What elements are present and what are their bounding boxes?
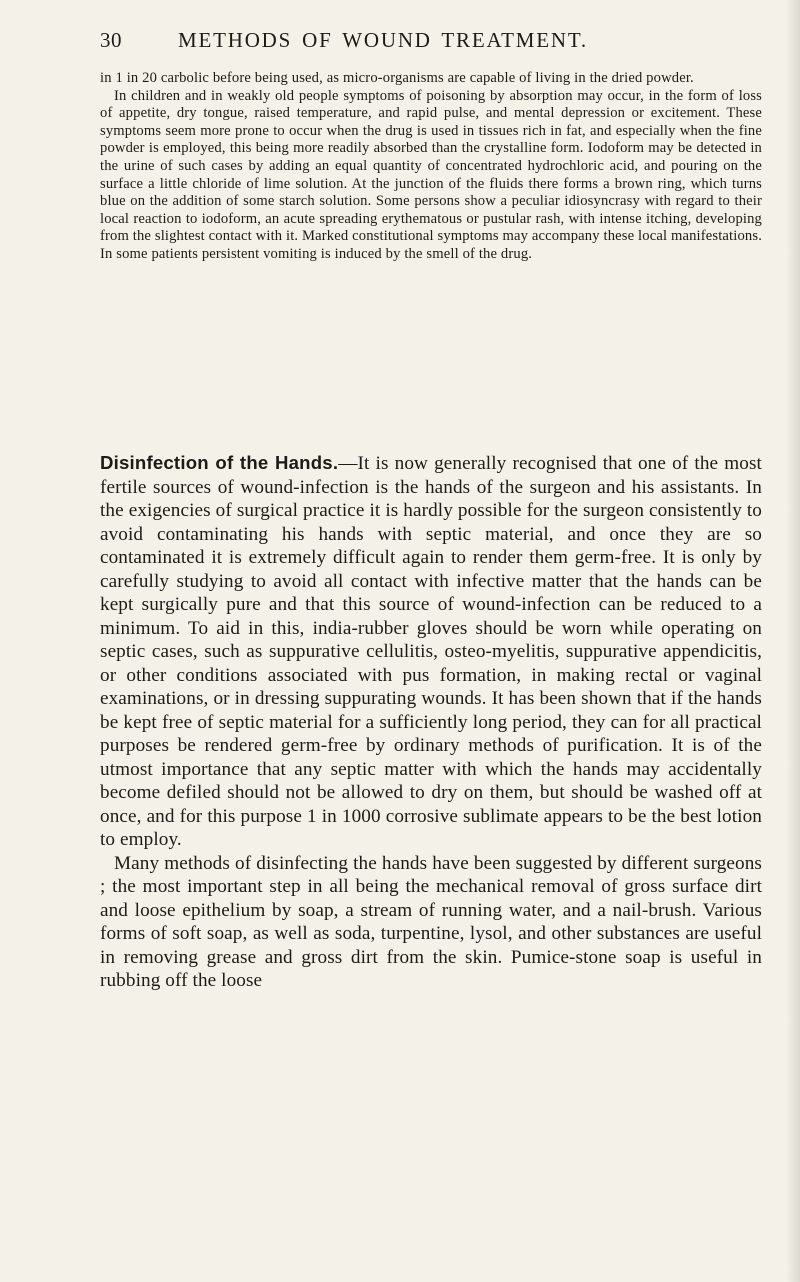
disinfection-paragraph-2: Many methods of disinfecting the hands have been suggested by different surgeons ; the most important step in all being the mechanical removal of gross surface dirt and loose epithelium by soap, a stream of running water, and a nail-brush. Various forms of soft soap, as well as soda, turpentine, lysol, and other substances are useful in removing grease and gross dirt from the skin. Pumice-stone soap is useful in rubbing off the loose <box>100 852 762 991</box>
disinfection-paragraph-1 <box>100 451 762 852</box>
disinfection-of-hands-section <box>100 451 762 993</box>
iodoform-paragraph-1: in 1 in 20 carbolic before being used, as micro-organisms are capable of living in the dried powder. <box>100 70 694 86</box>
page-number: 30 <box>100 28 122 52</box>
iodoform-continuation <box>100 70 762 264</box>
page-edge-shadow <box>786 0 800 1282</box>
disinfection-paragraph-1-text: —It is now generally recognised that one of the most fertile sources of wound-infection is the hands of the surgeon and his assistants. In the exigencies of surgical practice it is hardly possible for the surgeon consistently to avoid contaminating his hands with septic material, and once they are so contaminated it is extremely difficult again to render them germ-free. It is only by carefully studying to avoid all contact with infective matter that the hands can be kept surgically pure and that this source of wound-infection can be reduced to a minimum. To aid in this, india-rubber gloves should be worn while operating on septic cases, such as suppurative cellulitis, osteo-myelitis, suppurative appendicitis, or other conditions associated with pus formation, in making rectal or vaginal examinations, or in dressing suppurating wounds. It has been shown that if the hands be kept free of septic material for a sufficiently long period, they can for all practical purposes be rendered germ-free by ordinary methods of purification. It is of the utmost importance that any septic matter with which the hands may accidentally become defiled should not be allowed to dry on them, but should be washed off at once, and for this purpose 1 in 1000 corrosive sublimate appears to be the best lotion to employ. <box>100 453 762 850</box>
running-head <box>100 28 760 58</box>
section-heading: Disinfection of the Hands. <box>100 452 339 473</box>
running-head-title: METHODS OF WOUND TREATMENT. <box>178 28 588 52</box>
iodoform-paragraph-2: In children and in weakly old people symptoms of poisoning by absorption may occur, in the form of loss of appetite, dry tongue, raised temperature, and rapid pulse, and mental depression or excitement. These symptoms seem more prone to occur when the drug is used in tissues rich in fat, and especially when the fine powder is employed, this being more readily absorbed than the crystalline form. Iodoform may be detected in the urine of such cases by adding an equal quantity of concentrated hydrochloric acid, and pouring on the surface a little chloride of lime solution. At the junction of the fluids there forms a brown ring, which turns blue on the addition of some starch solution. Some persons show a peculiar idiosyncrasy with regard to their local reaction to iodoform, an acute spreading erythematous or pustular rash, with intense itching, developing from the slightest contact with it. Marked constitutional symptoms may accompany these local manifestations. In some patients persistent vomiting is induced by the smell of the drug. <box>100 87 762 262</box>
